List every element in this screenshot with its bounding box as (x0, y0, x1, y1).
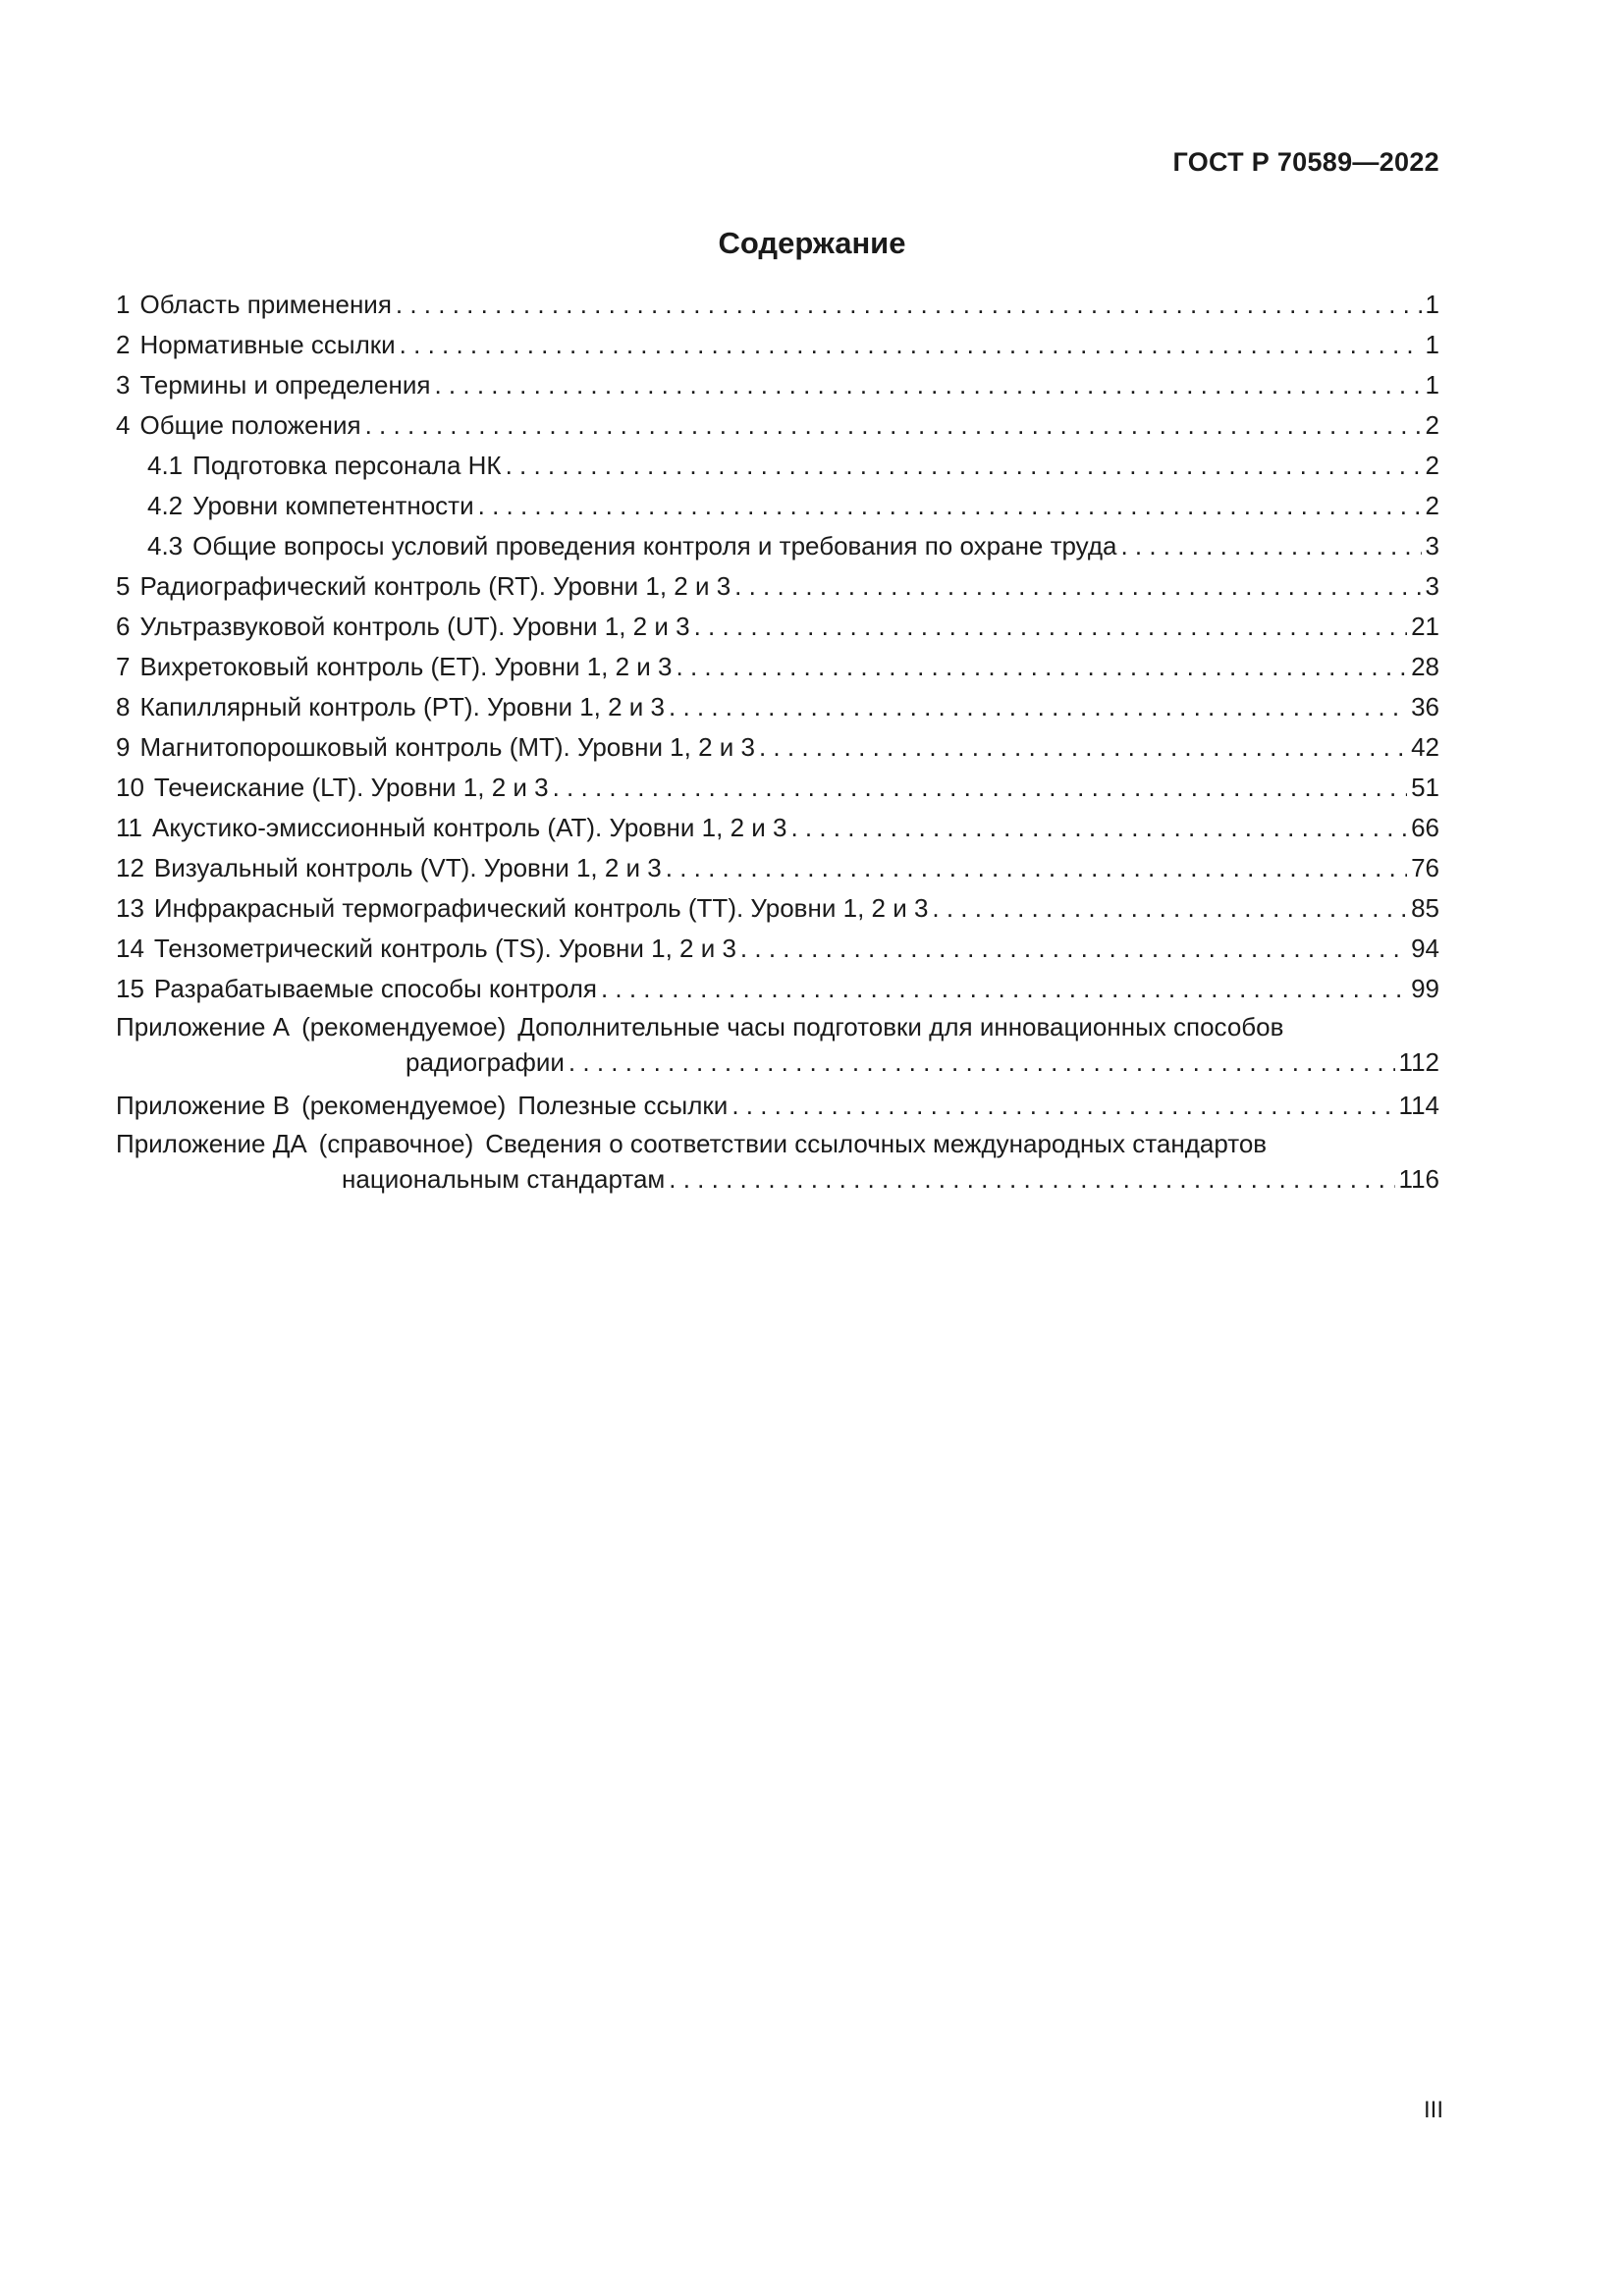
toc-entry[interactable] (116, 888, 1439, 929)
toc-entry-page: 42 (1411, 732, 1439, 762)
toc-entry[interactable] (116, 486, 1439, 526)
leader-dots (396, 285, 1422, 325)
annex-status: (справочное) (318, 1129, 474, 1158)
toc-entry[interactable] (116, 848, 1439, 888)
toc-entry-number: 1 (116, 290, 131, 319)
toc-entry-title: Вихретоковый контроль (ET). Уровни 1, 2 и 3 (139, 652, 673, 681)
toc-entry-page: 28 (1411, 652, 1439, 681)
toc-entry-page: 76 (1411, 853, 1439, 882)
toc-entries (116, 285, 1439, 1009)
leader-dots (669, 687, 1407, 727)
toc-entry-title: Нормативные ссылки (139, 330, 396, 359)
toc-entry-title: Визуальный контроль (VT). Уровни 1, 2 и 3 (153, 853, 662, 882)
leader-dots (759, 727, 1407, 768)
toc-entry[interactable] (116, 647, 1439, 687)
annex-title-cont: национальным стандартам (342, 1164, 666, 1194)
toc-entry-number: 4.1 (147, 451, 184, 480)
table-of-contents (116, 285, 1439, 1202)
toc-entry[interactable] (116, 405, 1439, 446)
toc-entry[interactable] (116, 727, 1439, 768)
toc-entry-page: 1 (1425, 330, 1439, 359)
annex-status: (рекомендуемое) (301, 1012, 507, 1041)
toc-annex-a[interactable] (116, 1009, 1439, 1080)
toc-entry[interactable] (116, 808, 1439, 848)
toc-entry-number: 13 (116, 893, 144, 923)
toc-entry-number: 6 (116, 612, 131, 641)
toc-entry-number: 12 (116, 853, 144, 882)
toc-entry-number: 14 (116, 934, 144, 963)
leader-dots (932, 888, 1407, 929)
annex-label: Приложение А (116, 1012, 291, 1041)
toc-entry[interactable] (116, 285, 1439, 325)
leader-dots (677, 647, 1408, 687)
toc-entry-title: Течеискание (LT). Уровни 1, 2 и 3 (153, 773, 549, 802)
toc-entry-title: Термины и определения (139, 370, 431, 400)
annex-label: Приложение В (116, 1091, 291, 1120)
toc-entry-title: Подготовка персонала НК (192, 451, 502, 480)
annex-label: Приложение ДА (116, 1129, 307, 1158)
toc-entry-number: 11 (116, 813, 142, 842)
toc-entry-page: 3 (1425, 531, 1439, 561)
toc-entry-page: 51 (1411, 773, 1439, 802)
annex-status: (рекомендуемое) (301, 1091, 507, 1120)
toc-entry-title: Капиллярный контроль (PT). Уровни 1, 2 и 3 (139, 692, 666, 721)
leader-dots (669, 1161, 1394, 1197)
toc-entry-number: 2 (116, 330, 131, 359)
annex-page: 112 (1398, 1047, 1439, 1077)
annex-title-cont: радиографии (406, 1047, 565, 1077)
toc-entry-page: 36 (1411, 692, 1439, 721)
leader-dots (400, 325, 1422, 365)
toc-entry[interactable] (116, 566, 1439, 607)
annex-page: 114 (1398, 1091, 1439, 1120)
toc-entry-number: 3 (116, 370, 131, 400)
toc-entry-title: Общие положения (139, 410, 361, 440)
toc-entry[interactable] (116, 929, 1439, 969)
leader-dots (740, 929, 1407, 969)
toc-entry-number: 15 (116, 974, 144, 1003)
leader-dots (434, 365, 1421, 405)
toc-entry[interactable] (116, 969, 1439, 1009)
toc-entry-page: 94 (1411, 934, 1439, 963)
leader-dots (365, 405, 1422, 446)
toc-entry-title: Акустико-эмиссионный контроль (AT). Уровни 1, 2 и 3 (152, 813, 787, 842)
toc-entry-page: 2 (1425, 410, 1439, 440)
toc-entry-number: 9 (116, 732, 131, 762)
annex-title: Полезные ссылки (517, 1091, 729, 1120)
toc-entry-page: 1 (1425, 290, 1439, 319)
leader-dots (734, 566, 1421, 607)
toc-entry-page: 1 (1425, 370, 1439, 400)
leader-dots (694, 607, 1408, 647)
toc-entry-number: 5 (116, 571, 131, 601)
toc-entry-title: Тензометрический контроль (TS). Уровни 1, 2 и 3 (153, 934, 736, 963)
leader-dots (553, 768, 1407, 808)
toc-entry[interactable] (116, 768, 1439, 808)
leader-dots (506, 446, 1422, 486)
annex-title: Сведения о соответствии ссылочных международных стандартов (485, 1129, 1268, 1158)
toc-entry-title: Радиографический контроль (RT). Уровни 1, 2 и 3 (139, 571, 731, 601)
toc-title: Содержание (718, 226, 906, 260)
leader-dots (666, 848, 1407, 888)
toc-entry-number: 7 (116, 652, 131, 681)
toc-entry-number: 8 (116, 692, 131, 721)
toc-entry-title: Разрабатываемые способы контроля (153, 974, 597, 1003)
toc-annex-da[interactable] (116, 1126, 1439, 1197)
leader-dots (601, 969, 1407, 1009)
leader-dots (478, 486, 1422, 526)
toc-entry-page: 99 (1411, 974, 1439, 1003)
page-number: III (1423, 2097, 1443, 2123)
toc-entry-number: 4.2 (147, 491, 184, 520)
toc-annex-b[interactable] (116, 1086, 1439, 1126)
leader-dots (790, 808, 1407, 848)
toc-entry[interactable] (116, 607, 1439, 647)
toc-entry-number: 4.3 (147, 531, 184, 561)
toc-entry-title: Ультразвуковой контроль (UT). Уровни 1, 2 и 3 (139, 612, 690, 641)
leader-dots (731, 1086, 1394, 1126)
toc-entry-title: Уровни компетентности (192, 491, 474, 520)
toc-entry-page: 85 (1411, 893, 1439, 923)
toc-entry[interactable] (116, 687, 1439, 727)
toc-entry-title: Инфракрасный термографический контроль (TT). Уровни 1, 2 и 3 (153, 893, 929, 923)
toc-entry-page: 21 (1411, 612, 1439, 641)
toc-entry[interactable] (116, 446, 1439, 486)
toc-entry-page: 2 (1425, 491, 1439, 520)
annex-title: Дополнительные часы подготовки для инновационных способов (517, 1012, 1284, 1041)
toc-entry[interactable] (116, 365, 1439, 405)
leader-dots (1120, 526, 1421, 566)
leader-dots (568, 1044, 1395, 1080)
toc-entry-page: 2 (1425, 451, 1439, 480)
toc-entry-number: 4 (116, 410, 131, 440)
document-code: ГОСТ Р 70589—2022 (1172, 147, 1439, 177)
annex-page: 116 (1398, 1164, 1439, 1194)
toc-entry[interactable] (116, 325, 1439, 365)
toc-entry-title: Магнитопорошковый контроль (MT). Уровни 1, 2 и 3 (139, 732, 755, 762)
toc-entry-page: 66 (1411, 813, 1439, 842)
toc-entry-page: 3 (1425, 571, 1439, 601)
toc-entry-number: 10 (116, 773, 144, 802)
toc-entry[interactable] (116, 526, 1439, 566)
toc-entry-title: Область применения (139, 290, 392, 319)
toc-entry-title: Общие вопросы условий проведения контроля и требования по охране труда (192, 531, 1117, 561)
